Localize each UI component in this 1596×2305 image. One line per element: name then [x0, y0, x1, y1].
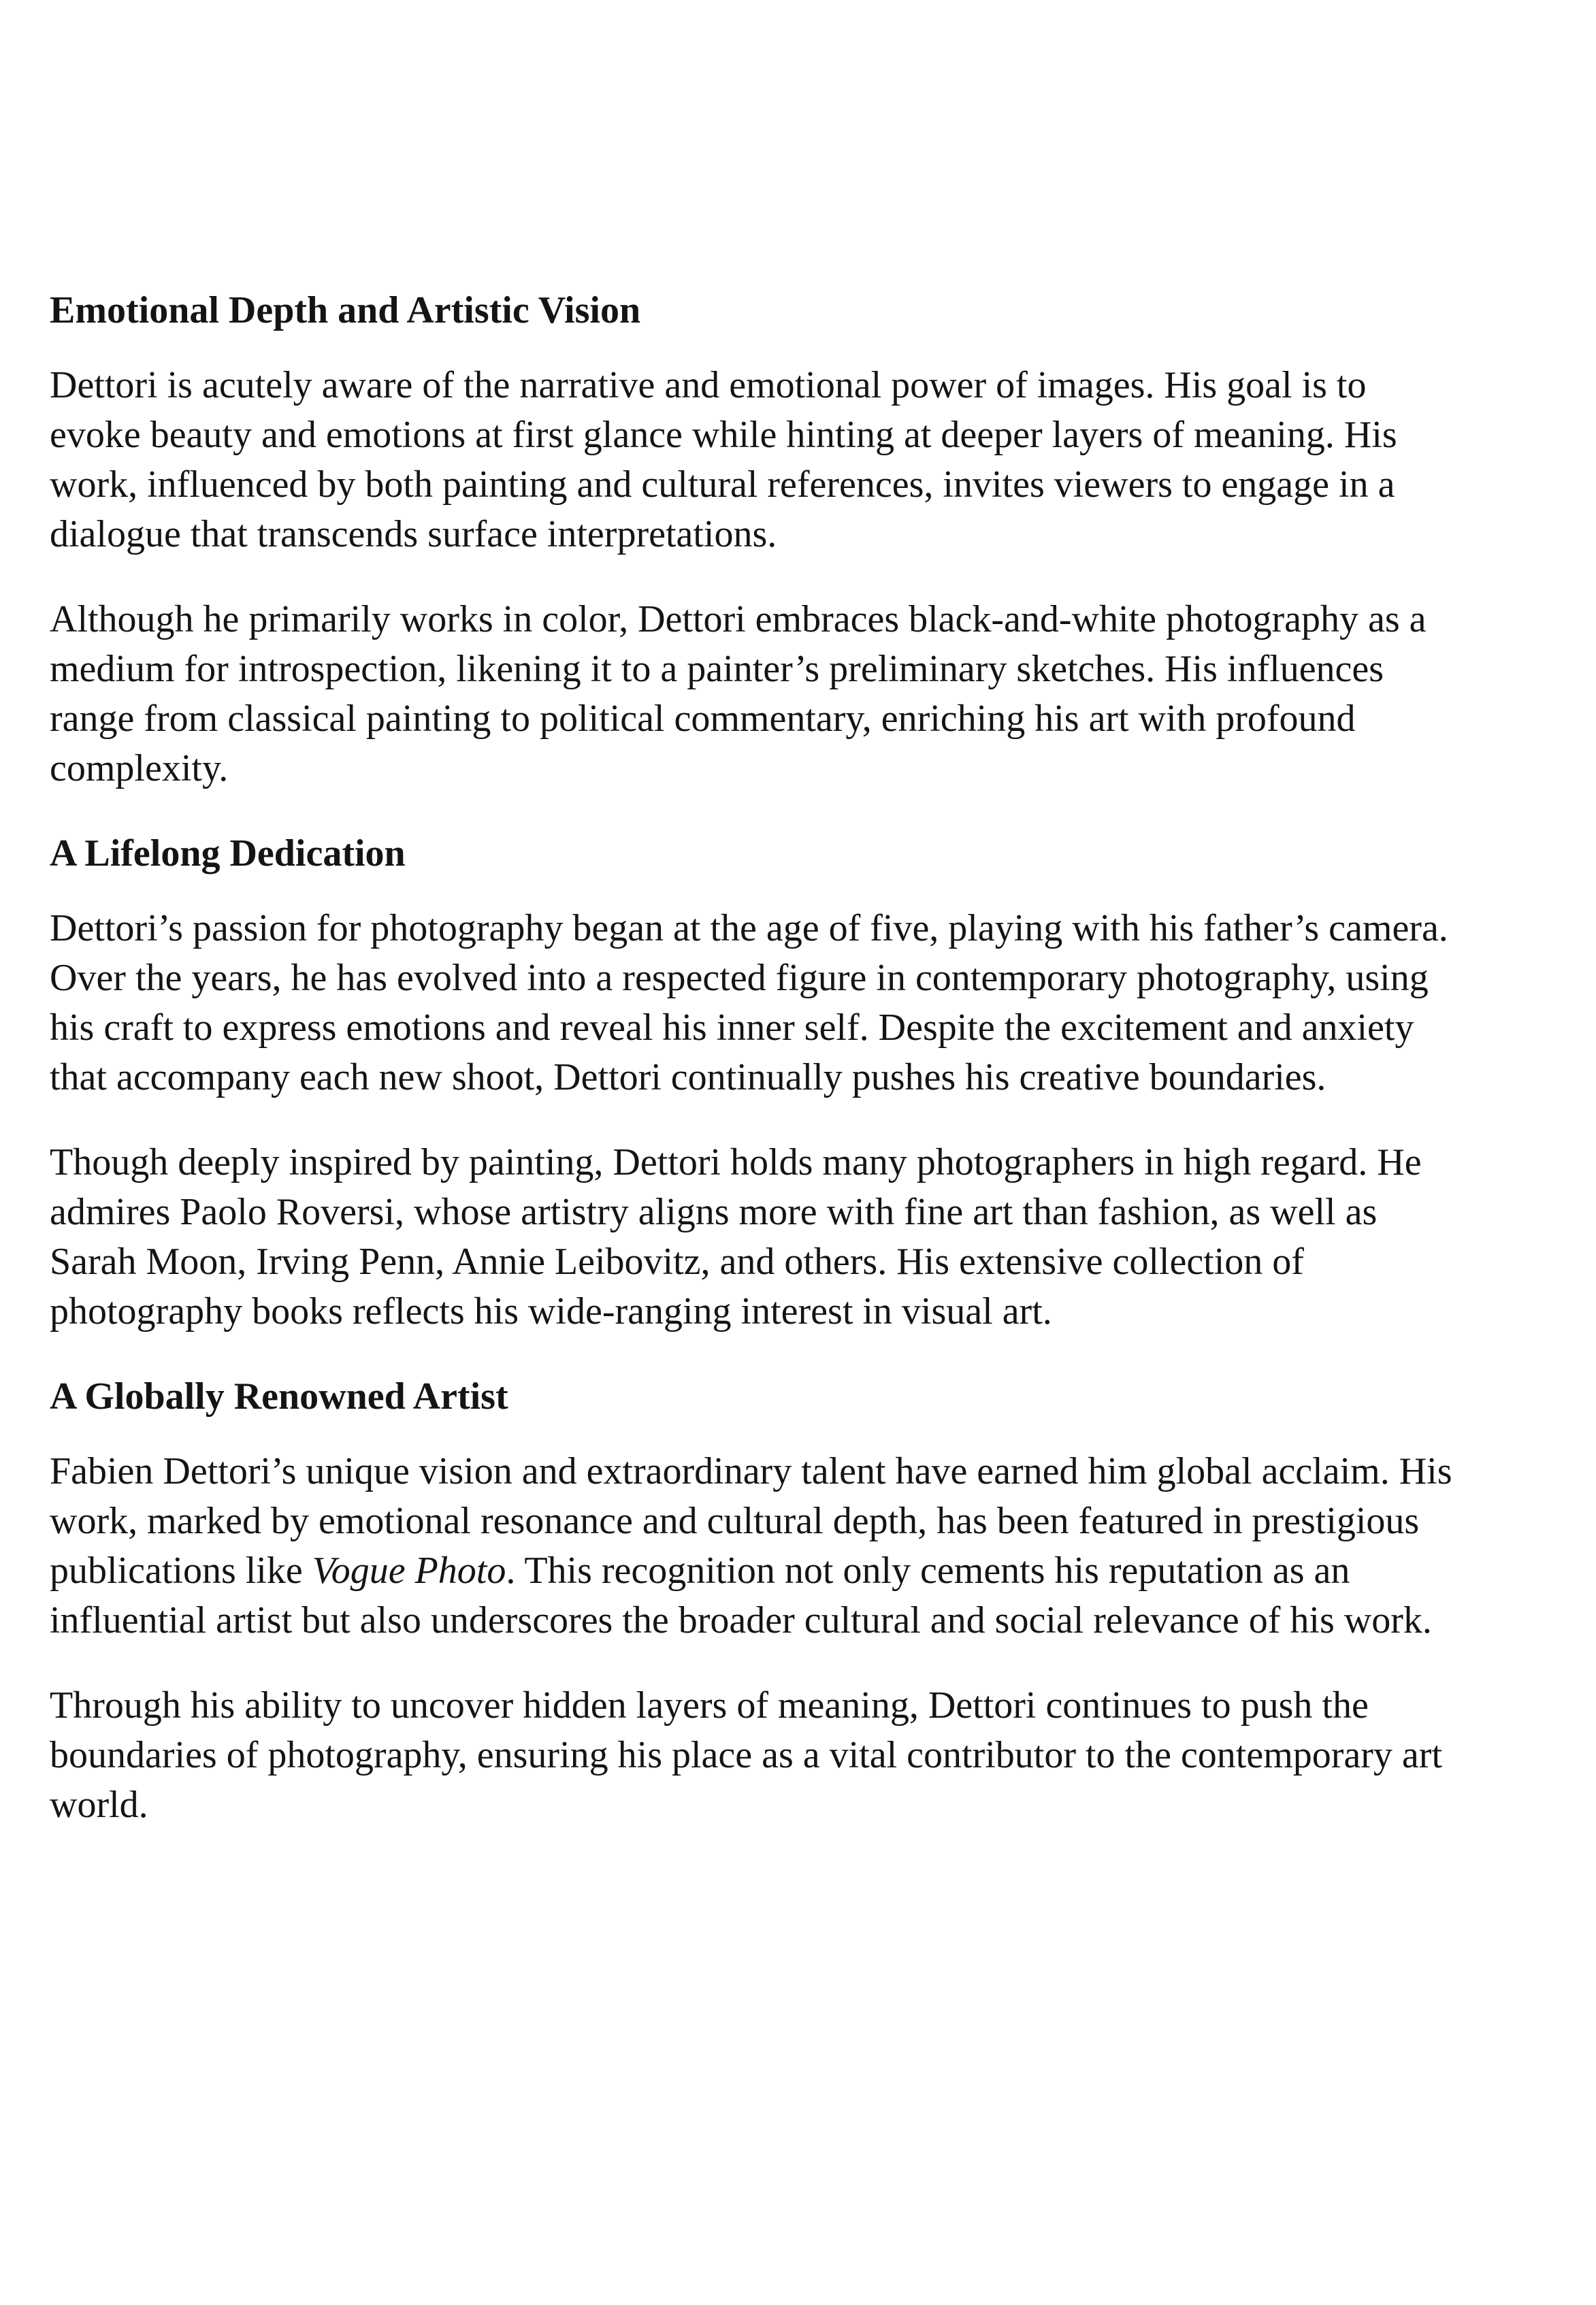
text-run: publications like: [50, 1550, 312, 1592]
paragraph: [50, 904, 1547, 1102]
paragraph: [50, 595, 1547, 794]
text-run: . This recognition not only cements his reputation as an: [506, 1550, 1350, 1592]
text-line: admires Paolo Roversi, whose artistry aligns more with fine art than fashion, as well as: [50, 1191, 1378, 1233]
text-line: Over the years, he has evolved into a respected figure in contemporary photography, using: [50, 957, 1429, 999]
text-line: his craft to express emotions and reveal his inner self. Despite the excitement and anxiety: [50, 1007, 1414, 1049]
section-heading: Emotional Depth and Artistic Vision: [50, 289, 641, 331]
text-line: Dettori’s passion for photography began at the age of five, playing with his father’s camera.: [50, 907, 1448, 949]
text-line: influential artist but also underscores the broader cultural and social relevance of his work.: [50, 1599, 1432, 1641]
text-line: Fabien Dettori’s unique vision and extraordinary talent have earned him global acclaim. His: [50, 1450, 1452, 1492]
text-line: boundaries of photography, ensuring his place as a vital contributor to the contemporary art: [50, 1734, 1442, 1776]
paragraph: [50, 1681, 1547, 1830]
publication-title: Vogue Photo: [312, 1550, 506, 1592]
text-line: Sarah Moon, Irving Penn, Annie Leibovitz, and others. His extensive collection of: [50, 1241, 1304, 1283]
text-line: Although he primarily works in color, Dettori embraces black-and-white photography as a: [50, 598, 1427, 640]
paragraph: [50, 1447, 1547, 1646]
text-line: Through his ability to uncover hidden layers of meaning, Dettori continues to push the: [50, 1684, 1369, 1727]
text-line: [50, 1546, 1547, 1596]
paragraph: [50, 361, 1547, 559]
text-line: photography books reflects his wide-ranging interest in visual art.: [50, 1290, 1052, 1333]
text-line: world.: [50, 1784, 148, 1826]
text-line: Though deeply inspired by painting, Dettori holds many photographers in high regard. He: [50, 1141, 1422, 1183]
text-line: that accompany each new shoot, Dettori continually pushes his creative boundaries.: [50, 1056, 1326, 1098]
text-line: work, marked by emotional resonance and cultural depth, has been featured in prestigious: [50, 1500, 1420, 1542]
paragraph: [50, 1138, 1547, 1337]
text-line: dialogue that transcends surface interpretations.: [50, 513, 777, 555]
section-heading: A Globally Renowned Artist: [50, 1375, 508, 1418]
text-line: work, influenced by both painting and cultural references, invites viewers to engage in a: [50, 463, 1395, 506]
text-line: evoke beauty and emotions at first glance while hinting at deeper layers of meaning. His: [50, 414, 1397, 456]
text-line: range from classical painting to political commentary, enriching his art with profound: [50, 698, 1356, 740]
article-body: [50, 286, 1547, 1865]
text-line: medium for introspection, likening it to a painter’s preliminary sketches. His influences: [50, 648, 1384, 690]
text-line: Dettori is acutely aware of the narrative and emotional power of images. His goal is to: [50, 364, 1367, 406]
text-line: complexity.: [50, 747, 229, 789]
section-heading: A Lifelong Dedication: [50, 832, 406, 874]
